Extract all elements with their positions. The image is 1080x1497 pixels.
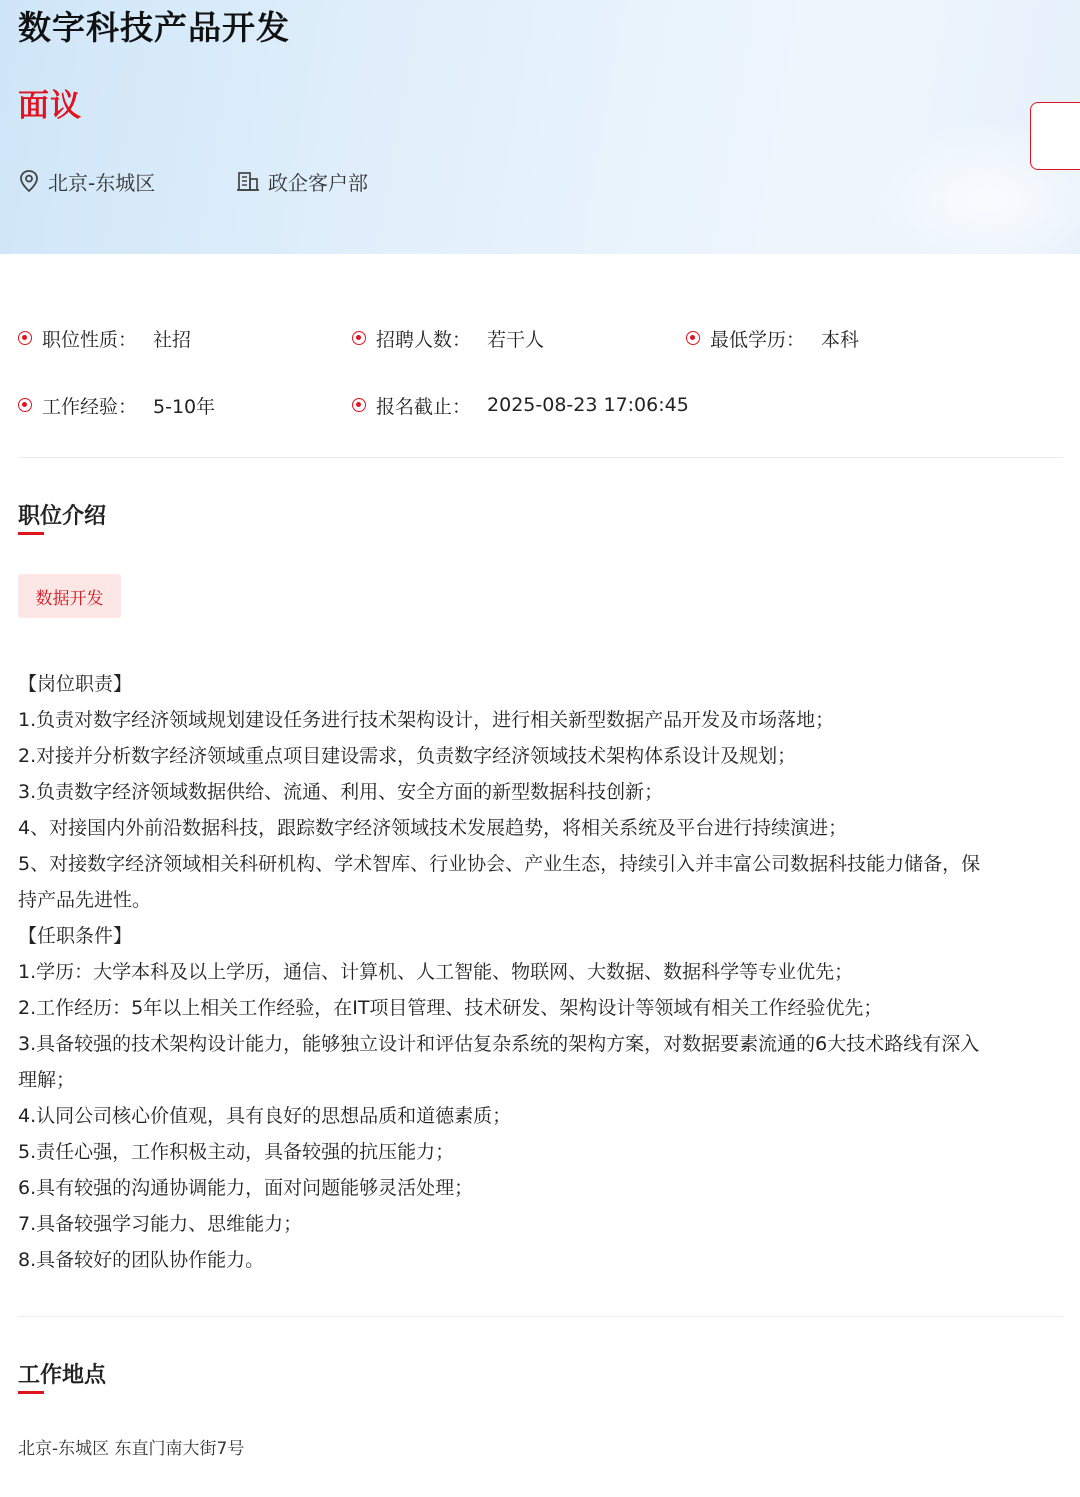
location-meta xyxy=(18,166,155,196)
work-address: 北京-东城区 东直门南大街7号 xyxy=(18,1439,245,1459)
desc-line: 7.具备较强学习能力、思维能力； xyxy=(18,1213,303,1235)
desc-line: 4、对接国内外前沿数据科技，跟踪数字经济领域技术发展趋势，将相关系统及平台进行持续演进； xyxy=(18,817,848,839)
desc-line: 理解； xyxy=(18,1069,76,1091)
desc-line: 4.认同公司核心价值观，具有良好的思想品质和道德素质； xyxy=(18,1105,512,1127)
job-description xyxy=(18,666,1066,1278)
department-meta xyxy=(236,166,368,196)
bullet-dot-icon xyxy=(352,398,366,412)
salary: 面议 xyxy=(18,88,82,124)
desc-line: 持产品先进性。 xyxy=(18,889,152,911)
intro-section-title: 职位介绍 xyxy=(18,504,107,529)
job-header xyxy=(0,0,1080,254)
desc-line: 5.责任心强，工作积极主动，具备较强的抗压能力； xyxy=(18,1141,455,1163)
bullet-dot-icon xyxy=(18,398,32,412)
section-divider xyxy=(18,1316,1063,1317)
attr-job-type xyxy=(18,325,191,351)
attr-label: 招聘人数： xyxy=(376,328,472,351)
bullet-dot-icon xyxy=(18,331,32,345)
attr-label: 工作经验： xyxy=(42,395,138,418)
location-text: 北京-东城区 xyxy=(48,170,156,195)
desc-line: 1.负责对数字经济领域规划建设任务进行技术架构设计，进行相关新型数据产品开发及市场落地； xyxy=(18,709,835,731)
desc-line: 6.具有较强的沟通协调能力，面对问题能够灵活处理； xyxy=(18,1177,474,1199)
attr-deadline xyxy=(352,392,689,418)
desc-line: 3.具备较强的技术架构设计能力，能够独立设计和评估复杂系统的架构方案，对数据要素流通的6大技术路线有深入 xyxy=(18,1033,980,1055)
desc-line: 【任职条件】 xyxy=(18,925,133,947)
desc-line: 【岗位职责】 xyxy=(18,673,133,695)
department-text: 政企客户部 xyxy=(268,170,368,195)
section-title-underline xyxy=(18,532,44,535)
attr-label: 最低学历： xyxy=(710,328,806,351)
apply-button[interactable] xyxy=(1030,102,1080,170)
attr-education xyxy=(686,325,859,351)
attr-value: 5-10年 xyxy=(153,395,216,418)
attr-value: 社招 xyxy=(153,328,192,351)
desc-line: 1.学历：大学本科及以上学历，通信、计算机、人工智能、物联网、大数据、数据科学等专业优先； xyxy=(18,961,854,983)
location-section-title: 工作地点 xyxy=(18,1363,107,1388)
attr-label: 报名截止： xyxy=(376,395,472,418)
attr-value: 若干人 xyxy=(487,328,545,351)
desc-line: 8.具备较好的团队协作能力。 xyxy=(18,1249,265,1271)
desc-line: 2.对接并分析数字经济领域重点项目建设需求，负责数字经济领域技术架构体系设计及规划； xyxy=(18,745,797,767)
attr-value: 2025-08-23 17:06:45 xyxy=(487,394,689,416)
attr-value: 本科 xyxy=(821,328,860,351)
section-title-underline xyxy=(18,1391,44,1394)
location-pin-icon xyxy=(18,169,40,193)
bullet-dot-icon xyxy=(352,331,366,345)
bullet-dot-icon xyxy=(686,331,700,345)
attr-label: 职位性质： xyxy=(42,328,138,351)
section-divider xyxy=(18,457,1063,458)
category-tag: 数据开发 xyxy=(18,574,121,618)
job-title: 数字科技产品开发 xyxy=(18,8,290,47)
attr-headcount xyxy=(352,325,544,351)
attr-experience xyxy=(18,392,215,418)
desc-line: 3.负责数字经济领域数据供给、流通、利用、安全方面的新型数据科技创新； xyxy=(18,781,664,803)
building-icon xyxy=(236,169,260,193)
desc-line: 5、对接数字经济领域相关科研机构、学术智库、行业协会、产业生态，持续引入并丰富公司数据科技能力储备，保 xyxy=(18,853,981,875)
desc-line: 2.工作经历：5年以上相关工作经验，在IT项目管理、技术研发、架构设计等领域有相关工作经验优先； xyxy=(18,997,883,1019)
